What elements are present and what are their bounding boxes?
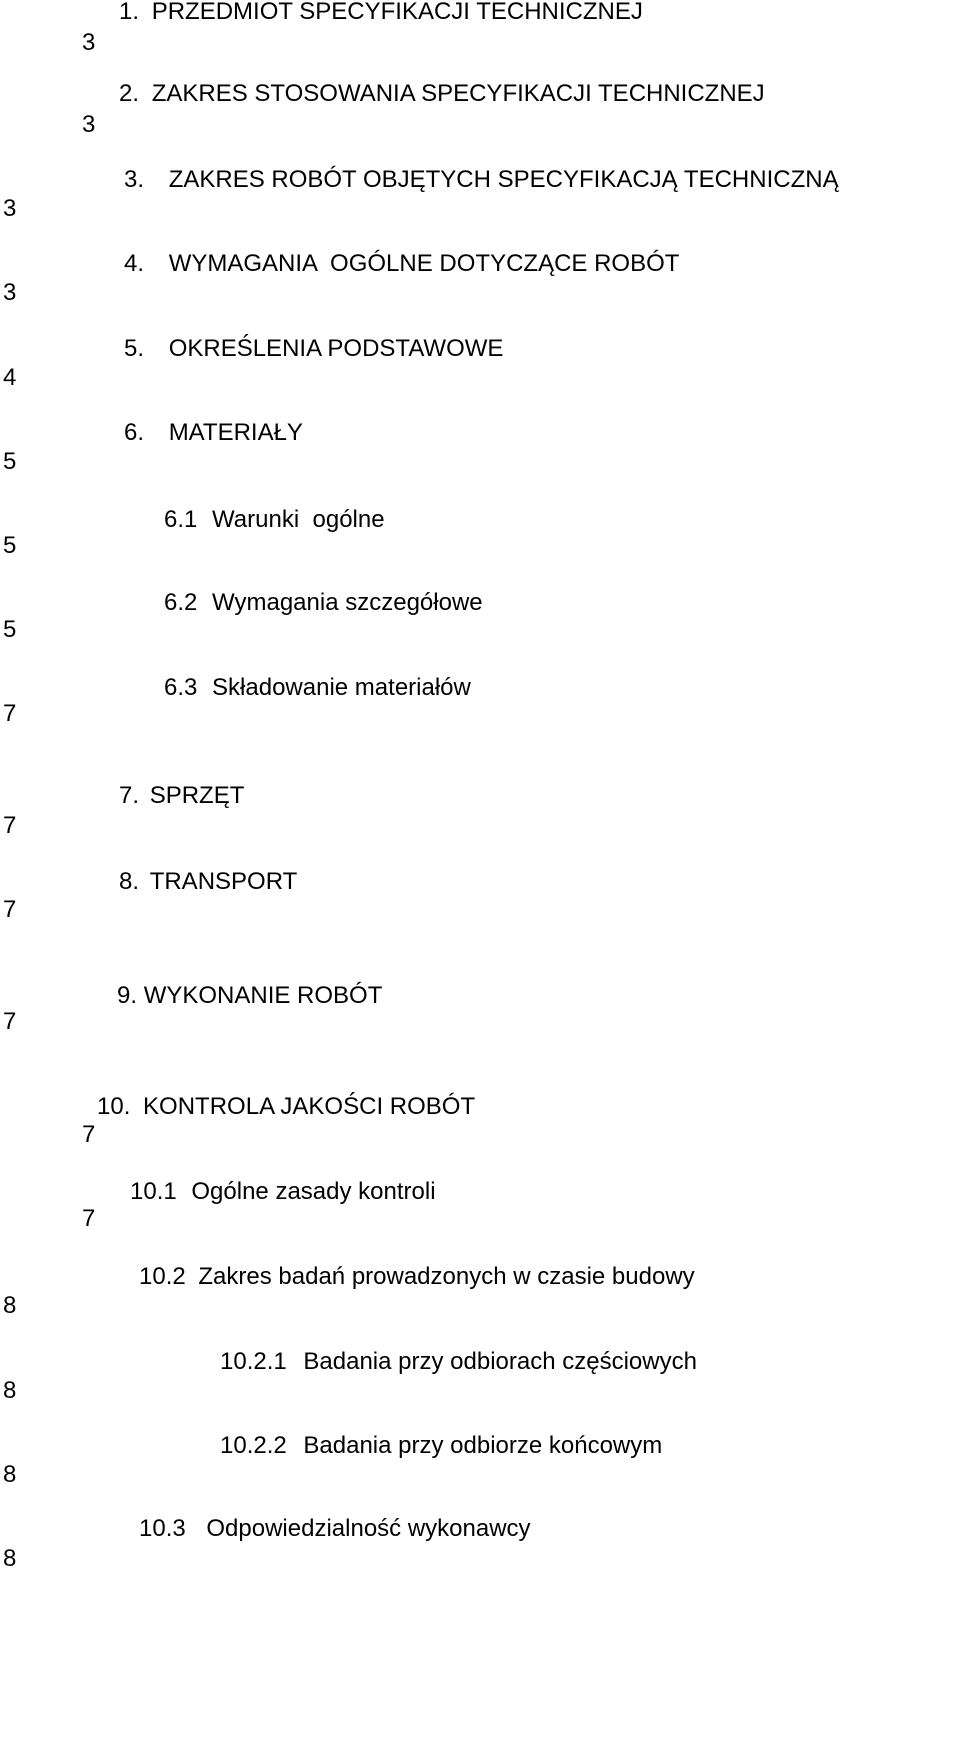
toc-entry-title: OKREŚLENIA PODSTAWOWE [168, 335, 504, 362]
toc-entry-title: WYKONANIE ROBÓT [143, 982, 383, 1009]
toc-page-number: 3 [82, 29, 96, 56]
toc-page-number: 5 [3, 616, 17, 643]
toc-entry-title: MATERIAŁY [168, 419, 303, 446]
toc-entry-title: Warunki ogólne [212, 506, 385, 533]
toc-entry-title: Badania przy odbiorach częściowych [303, 1348, 697, 1375]
toc-page-number: 8 [3, 1545, 17, 1572]
toc-entry-number: 6.2 [164, 589, 198, 616]
toc-entry[interactable] [124, 419, 303, 447]
toc-entry-number: 4. [124, 250, 145, 277]
toc-entry[interactable] [164, 506, 385, 534]
toc-entry-number: 6.1 [164, 506, 198, 533]
toc-page-number: 5 [3, 448, 17, 475]
toc-entry-title: Składowanie materiałów [212, 674, 471, 701]
toc-entry[interactable] [119, 782, 244, 810]
toc-entry-title: Wymagania szczegółowe [212, 589, 483, 616]
toc-page-number: 7 [3, 1008, 17, 1035]
toc-entry[interactable] [220, 1348, 697, 1376]
toc-page-number: 7 [3, 700, 17, 727]
toc-entry-title: Odpowiedzialność wykonawcy [206, 1515, 531, 1542]
toc-entry[interactable] [164, 589, 483, 617]
toc-entry[interactable] [124, 335, 503, 363]
toc-entry-number: 8. [119, 868, 140, 895]
toc-entry[interactable] [97, 1093, 475, 1121]
toc-page-number: 4 [3, 364, 17, 391]
toc-entry-number: 6. [124, 419, 145, 446]
toc-page-number: 7 [82, 1121, 96, 1148]
toc-entry-title: WYMAGANIA OGÓLNE DOTYCZĄCE ROBÓT [168, 250, 680, 277]
toc-entry[interactable] [220, 1432, 662, 1460]
toc-entry-number: 2. [119, 80, 140, 107]
toc-entry[interactable] [119, 80, 765, 108]
toc-entry-number: 7. [119, 782, 140, 809]
toc-entry-number: 5. [124, 335, 145, 362]
toc-entry-number: 10.3 [139, 1515, 186, 1542]
toc-entry-number: 1. [119, 0, 140, 25]
toc-entry-title: ZAKRES ROBÓT OBJĘTYCH SPECYFIKACJĄ TECHNICZNĄ [168, 166, 839, 193]
toc-page-number: 3 [82, 111, 96, 138]
toc-page-number: 7 [3, 896, 17, 923]
toc-entry[interactable] [139, 1515, 531, 1543]
toc-entry-title: TRANSPORT [149, 868, 298, 895]
toc-entry[interactable] [124, 250, 679, 278]
toc-entry-number: 10.2 [139, 1263, 186, 1290]
toc-entry-title: Badania przy odbiorze końcowym [303, 1432, 663, 1459]
toc-entry-title: ZAKRES STOSOWANIA SPECYFIKACJI TECHNICZNEJ [151, 80, 765, 107]
toc-page-number: 8 [3, 1377, 17, 1404]
toc-page-number: 3 [3, 279, 17, 306]
toc-entry-title: KONTROLA JAKOŚCI ROBÓT [143, 1093, 476, 1120]
toc-entry[interactable] [119, 868, 297, 896]
toc-entry-number: 3. [124, 166, 145, 193]
toc-page-number: 7 [3, 812, 17, 839]
toc-entry[interactable] [164, 674, 471, 702]
toc-entry[interactable] [130, 1178, 436, 1206]
toc-entry-number: 10.2.2 [220, 1432, 287, 1459]
toc-entry[interactable] [119, 0, 643, 26]
toc-entry-number: 6.3 [164, 674, 198, 701]
toc-entry[interactable] [124, 166, 839, 194]
toc-entry-title: Zakres badań prowadzonych w czasie budowy [198, 1263, 695, 1290]
toc-page-number: 5 [3, 532, 17, 559]
toc-entry[interactable] [139, 1263, 695, 1291]
toc-page-number: 7 [82, 1205, 96, 1232]
toc-page-number: 8 [3, 1292, 17, 1319]
toc-entry-title: PRZEDMIOT SPECYFIKACJI TECHNICZNEJ [151, 0, 643, 25]
toc-entry-number: 10.1 [130, 1178, 177, 1205]
toc-page-number: 3 [3, 195, 17, 222]
toc-entry-number: 9. [117, 982, 138, 1009]
toc-entry-title: Ogólne zasady kontroli [191, 1178, 436, 1205]
toc-entry-number: 10.2.1 [220, 1348, 287, 1375]
toc-entry-number: 10. [97, 1093, 131, 1120]
toc-entry-title: SPRZĘT [149, 782, 245, 809]
toc-entry[interactable] [117, 982, 382, 1010]
toc-page-number: 8 [3, 1461, 17, 1488]
